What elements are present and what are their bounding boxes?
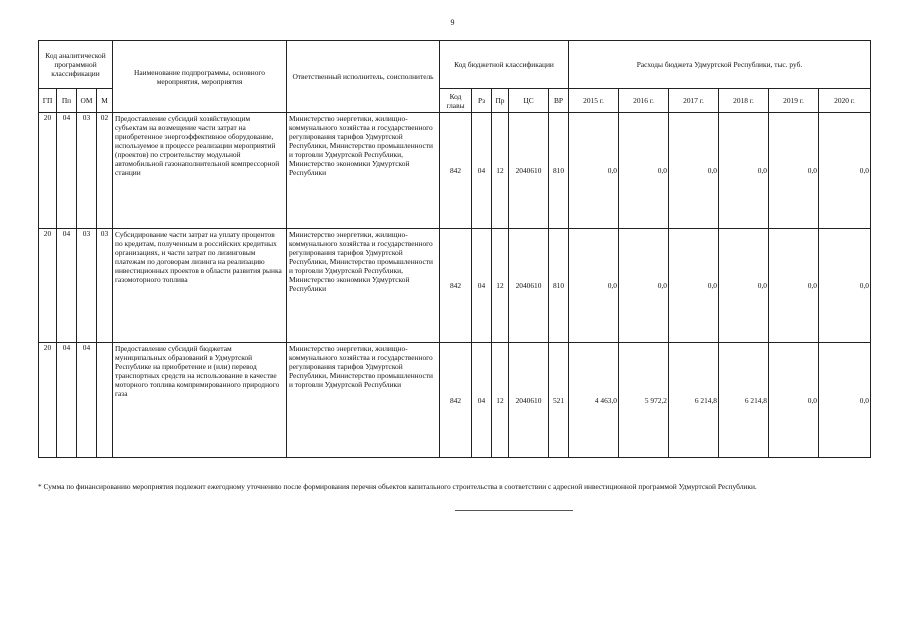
cell-2019: 0,0 [769, 113, 819, 229]
cell-2020: 0,0 [819, 343, 871, 458]
header-om: ОМ [77, 89, 97, 113]
cell-m: 03 [97, 229, 113, 343]
table-row [39, 343, 871, 458]
header-year-2019: 2019 г. [769, 89, 819, 113]
cell-m: 02 [97, 113, 113, 229]
cell-2017: 0,0 [669, 113, 719, 229]
cell-pp: 04 [57, 113, 77, 229]
cell-cs: 2040610 [509, 343, 549, 458]
cell-2020: 0,0 [819, 113, 871, 229]
cell-om: 03 [77, 113, 97, 229]
cell-name: Предоставление субсидий хозяйствующим субъектам на возмещение части затрат на приобретенное энергоэффективное оборудование, используемое в процессе реализации мероприятий (проектов) по строительству модульной автомобильной газонаполнительной компрессорной станции [113, 113, 287, 229]
cell-2015: 0,0 [569, 229, 619, 343]
cell-pp: 04 [57, 229, 77, 343]
header-budget-code: Код бюджетной классификации [440, 41, 569, 89]
cell-executor: Министерство энергетики, жилищно-коммунального хозяйства и государственного регулирования тарифов Удмуртской Республики, Министерство промышленности и торговли Удмуртской Республики [287, 343, 440, 458]
header-kod-glavy: Код главы [440, 89, 472, 113]
cell-name: Субсидирование части затрат на уплату процентов по кредитам, полученным в российских кредитных организациях, и части затрат по лизинговым платежам по договорам лизинга на реализацию инвестиционных проектов в области развития рынка газомоторного топлива [113, 229, 287, 343]
cell-cs: 2040610 [509, 229, 549, 343]
cell-2020: 0,0 [819, 229, 871, 343]
header-pp: Пп [57, 89, 77, 113]
cell-pr: 12 [492, 113, 509, 229]
header-cs: ЦС [509, 89, 549, 113]
header-gp: ГП [39, 89, 57, 113]
header-vr: ВР [549, 89, 569, 113]
cell-kod-glavy: 842 [440, 343, 472, 458]
budget-table [38, 40, 871, 458]
cell-rz: 04 [472, 229, 492, 343]
table-row [39, 113, 871, 229]
cell-pr: 12 [492, 229, 509, 343]
cell-2015: 0,0 [569, 113, 619, 229]
header-year-2015: 2015 г. [569, 89, 619, 113]
cell-2016: 5 972,2 [619, 343, 669, 458]
cell-2018: 0,0 [719, 229, 769, 343]
cell-cs: 2040610 [509, 113, 549, 229]
cell-vr: 810 [549, 113, 569, 229]
cell-2018: 6 214,8 [719, 343, 769, 458]
cell-2017: 0,0 [669, 229, 719, 343]
cell-2015: 4 463,0 [569, 343, 619, 458]
cell-kod-glavy: 842 [440, 113, 472, 229]
cell-vr: 810 [549, 229, 569, 343]
cell-2018: 0,0 [719, 113, 769, 229]
cell-2019: 0,0 [769, 229, 819, 343]
table-row [39, 229, 871, 343]
header-year-2017: 2017 г. [669, 89, 719, 113]
header-name: Наименование подпрограммы, основного мероприятия, мероприятия [113, 41, 287, 113]
cell-vr: 521 [549, 343, 569, 458]
cell-pp: 04 [57, 343, 77, 458]
header-year-2016: 2016 г. [619, 89, 669, 113]
footnote: * Сумма по финансированию мероприятия подлежит ежегодному уточнению после формирования перечня объектов капитального строительства в соответствии с адресной инвестиционной программой Удмуртской Республики. [38, 482, 757, 491]
header-executor: Ответственный исполнитель, соисполнитель [287, 41, 440, 113]
cell-name: Предоставление субсидий бюджетам муниципальных образований в Удмуртской Республике на приобретение и (или) перевод транспортных средств на использование в качестве моторного топлива компримированного природного газа [113, 343, 287, 458]
header-analytic-code: Код аналитической программной классификации [39, 41, 113, 89]
cell-rz: 04 [472, 113, 492, 229]
cell-gp: 20 [39, 229, 57, 343]
cell-pr: 12 [492, 343, 509, 458]
cell-gp: 20 [39, 113, 57, 229]
cell-gp: 20 [39, 343, 57, 458]
divider-line [455, 510, 573, 511]
cell-executor: Министерство энергетики, жилищно-коммунального хозяйства и государственного регулирования тарифов Удмуртской Республики, Министерство промышленности и торговли Удмуртской Республики, Министерство экономики Удмуртской Республики [287, 113, 440, 229]
header-rz: Рз [472, 89, 492, 113]
header-year-2018: 2018 г. [719, 89, 769, 113]
header-expenses: Расходы бюджета Удмуртской Республики, тыс. руб. [569, 41, 871, 89]
header-year-2020: 2020 г. [819, 89, 871, 113]
cell-executor: Министерство энергетики, жилищно-коммунального хозяйства и государственного регулирования тарифов Удмуртской Республики, Министерство промышленности и торговли Удмуртской Республики, Министерство экономики Удмуртской Республики [287, 229, 440, 343]
cell-m [97, 343, 113, 458]
header-pr: Пр [492, 89, 509, 113]
cell-om: 04 [77, 343, 97, 458]
cell-2016: 0,0 [619, 229, 669, 343]
cell-kod-glavy: 842 [440, 229, 472, 343]
cell-2017: 6 214,8 [669, 343, 719, 458]
cell-om: 03 [77, 229, 97, 343]
cell-rz: 04 [472, 343, 492, 458]
cell-2019: 0,0 [769, 343, 819, 458]
page-number: 9 [450, 18, 455, 27]
header-m: М [97, 89, 113, 113]
cell-2016: 0,0 [619, 113, 669, 229]
